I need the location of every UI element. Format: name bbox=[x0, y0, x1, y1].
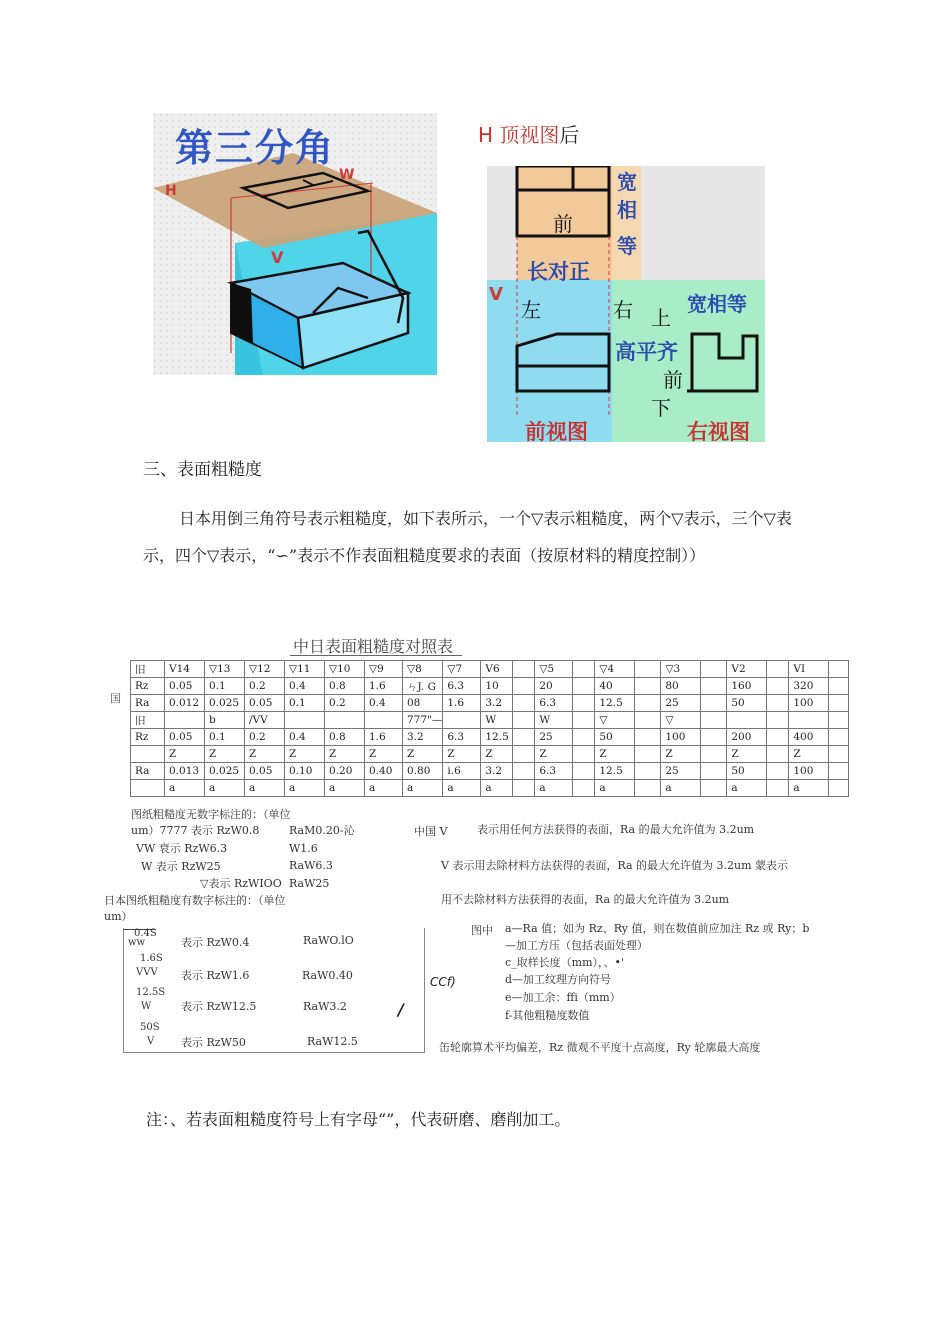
table-cell: 1.6 bbox=[443, 695, 481, 712]
table-cell: 6.3 bbox=[535, 695, 573, 712]
table-cell: a bbox=[789, 780, 829, 797]
label-xiang: 相 bbox=[617, 198, 637, 222]
table-cell: W bbox=[481, 712, 513, 729]
table-cell: Z bbox=[661, 746, 701, 763]
table-row bbox=[131, 780, 849, 797]
box-sym2-2: W bbox=[141, 1001, 152, 1012]
table-cell bbox=[829, 729, 849, 746]
table-row bbox=[131, 763, 849, 780]
table-cell: Z bbox=[365, 746, 403, 763]
table-cell: a bbox=[535, 780, 573, 797]
table-cell: V14 bbox=[165, 661, 205, 678]
table-cell: Z bbox=[789, 746, 829, 763]
table-cell bbox=[767, 661, 789, 678]
table-cell bbox=[573, 780, 595, 797]
table-cell bbox=[727, 712, 767, 729]
box-ra-3: RaW12.5 bbox=[307, 1035, 358, 1048]
table-cell: V6 bbox=[481, 661, 513, 678]
table-cell: 08 bbox=[403, 695, 443, 712]
no-number-title: 图纸粗糙度无数字标注的：（单位 bbox=[131, 808, 291, 821]
table-cell: 0.05 bbox=[165, 678, 205, 695]
table-cell: a bbox=[245, 780, 285, 797]
china-v-label: 中国 V bbox=[414, 825, 448, 838]
table-cell bbox=[701, 780, 727, 797]
table-cell bbox=[635, 695, 661, 712]
table-cell bbox=[365, 712, 403, 729]
table-cell: ▽12 bbox=[245, 661, 285, 678]
ra-col-3: RaW6.3 bbox=[289, 859, 333, 872]
section-heading: 三、表面粗糙度 bbox=[143, 460, 262, 480]
table-cell: 0.05 bbox=[165, 729, 205, 746]
table-cell: 0.013 bbox=[165, 763, 205, 780]
table-cell bbox=[701, 729, 727, 746]
table-cell bbox=[513, 661, 535, 678]
table-cell bbox=[635, 712, 661, 729]
table-cell: Z bbox=[403, 746, 443, 763]
table-cell: ▽ bbox=[595, 712, 635, 729]
table-cell bbox=[767, 746, 789, 763]
view-arrangement-figure bbox=[487, 166, 765, 442]
table-cell bbox=[131, 780, 165, 797]
table-cell: 200 bbox=[727, 729, 767, 746]
label-right-view: 右视图 bbox=[687, 420, 750, 442]
no-number-unit: um）7777 表示 RzW0.8 bbox=[131, 824, 260, 837]
table-cell bbox=[131, 746, 165, 763]
table-cell bbox=[701, 678, 727, 695]
table-cell: 80 bbox=[661, 678, 701, 695]
table-cell bbox=[635, 763, 661, 780]
table-cell bbox=[829, 661, 849, 678]
table-cell: 100 bbox=[789, 763, 829, 780]
label-kuan-xiang-deng: 宽相等 bbox=[687, 292, 747, 316]
table-row bbox=[131, 729, 849, 746]
label-h: H bbox=[165, 183, 177, 199]
table-cell: 0.4 bbox=[285, 729, 325, 746]
table-cell bbox=[701, 712, 727, 729]
table-cell bbox=[573, 678, 595, 695]
table-cell bbox=[573, 746, 595, 763]
label-v: V bbox=[489, 284, 503, 305]
table-cell: ▽8 bbox=[403, 661, 443, 678]
table-cell bbox=[701, 746, 727, 763]
legend-prefix: 图中 bbox=[471, 924, 493, 937]
label-qian-right: 前 bbox=[663, 368, 683, 392]
table-cell bbox=[635, 678, 661, 695]
label-deng: 等 bbox=[617, 234, 637, 258]
legend-line-6: f-其他粗糙度数值 bbox=[505, 1009, 590, 1022]
table-cell bbox=[165, 712, 205, 729]
table-cell: ▽7 bbox=[443, 661, 481, 678]
table-cell: ▽5 bbox=[535, 661, 573, 678]
table-cell bbox=[701, 695, 727, 712]
table-cell: a bbox=[595, 780, 635, 797]
table-cell: ▽10 bbox=[325, 661, 365, 678]
table-cell: 25 bbox=[661, 695, 701, 712]
table-cell bbox=[325, 712, 365, 729]
table-cell: 0.025 bbox=[205, 695, 245, 712]
table-cell: 0.20 bbox=[325, 763, 365, 780]
table-cell: 160 bbox=[727, 678, 767, 695]
legend-line-1: a—Ra 值；如为 Rz、Ry 值，则在数值前应加注 Rz 或 Ry；b bbox=[505, 922, 810, 935]
table-row bbox=[131, 695, 849, 712]
table-cell bbox=[573, 712, 595, 729]
label-xia: 下 bbox=[651, 396, 671, 420]
table-cell: b bbox=[205, 712, 245, 729]
table-cell: 6.3 bbox=[443, 729, 481, 746]
table-cell bbox=[767, 763, 789, 780]
table-cell: 旧 bbox=[131, 661, 165, 678]
table-cell: 0.8 bbox=[325, 678, 365, 695]
table-cell bbox=[829, 678, 849, 695]
figure-banner: 第三分角 bbox=[175, 126, 336, 170]
table-cell: a bbox=[205, 780, 245, 797]
table-cell: 0.10 bbox=[285, 763, 325, 780]
third-angle-projection-figure bbox=[153, 113, 437, 375]
table-cell: 0.1 bbox=[205, 729, 245, 746]
table-cell: 0.2 bbox=[245, 729, 285, 746]
footer-note: 注：、若表面粗糙度符号上有字母“”，代表研磨、磨削加工。 bbox=[146, 1110, 571, 1129]
table-cell bbox=[789, 712, 829, 729]
table-cell: 400 bbox=[789, 729, 829, 746]
table-cell: 0.1 bbox=[205, 678, 245, 695]
table-cell: a bbox=[325, 780, 365, 797]
table-cell: 12.5 bbox=[595, 763, 635, 780]
box-ra-1: RaW0.40 bbox=[302, 969, 353, 982]
table-cell bbox=[513, 780, 535, 797]
box-ra-0: RaWO.lO bbox=[303, 934, 354, 947]
table-cell bbox=[573, 729, 595, 746]
section-paragraph bbox=[143, 500, 803, 574]
label-gao-ping-qi: 高平齐 bbox=[615, 340, 678, 364]
table-cell bbox=[767, 780, 789, 797]
box-sym1-2: 12.5S bbox=[136, 987, 166, 998]
no-number-w: W 表示 RzW25 bbox=[141, 860, 221, 873]
table-row bbox=[131, 678, 849, 695]
table-cell bbox=[829, 763, 849, 780]
table-cell: a bbox=[403, 780, 443, 797]
box-sym2-0: ww bbox=[128, 937, 146, 948]
box-rz-2: 表示 RzW12.5 bbox=[181, 1000, 257, 1013]
table-cell: ▽ bbox=[661, 712, 701, 729]
table-cell: Ra bbox=[131, 695, 165, 712]
table-cell: 10 bbox=[481, 678, 513, 695]
with-number-title: 日本图纸粗糙度有数字标注的：（单位 bbox=[104, 894, 286, 907]
box-sym1-0: 0.4S bbox=[134, 928, 157, 939]
table-cell: ㄣJ. G bbox=[403, 678, 443, 695]
table-cell: 25 bbox=[535, 729, 573, 746]
table-cell: 0.2 bbox=[325, 695, 365, 712]
table-cell bbox=[635, 746, 661, 763]
table-cell bbox=[573, 661, 595, 678]
ra-col-4: RaW25 bbox=[289, 877, 330, 890]
table-cell: Z bbox=[325, 746, 365, 763]
table-cell bbox=[635, 661, 661, 678]
table-cell bbox=[573, 695, 595, 712]
table-cell: a bbox=[285, 780, 325, 797]
table-cell: 0.012 bbox=[165, 695, 205, 712]
table-row bbox=[131, 661, 849, 678]
table-cell: 12.5 bbox=[481, 729, 513, 746]
table-cell: 0.025 bbox=[205, 763, 245, 780]
table-cell: 1.6 bbox=[365, 729, 403, 746]
table-cell: 50 bbox=[595, 729, 635, 746]
table-cell: 0.40 bbox=[365, 763, 403, 780]
table-row bbox=[131, 712, 849, 729]
table-cell: Z bbox=[245, 746, 285, 763]
table-cell: W bbox=[535, 712, 573, 729]
table-cell bbox=[829, 695, 849, 712]
table-cell: Z bbox=[595, 746, 635, 763]
japan-symbol-box bbox=[123, 928, 425, 1053]
legend-line-4: d—加工纹理方向符号 bbox=[505, 973, 612, 986]
ra-col-1: RaM0.20-沁 bbox=[289, 824, 355, 837]
table-cell: /VV bbox=[245, 712, 285, 729]
table-cell: 0.8 bbox=[325, 729, 365, 746]
table-cell: 3.2 bbox=[481, 695, 513, 712]
label-zuo: 左 bbox=[521, 298, 541, 322]
roughness-comparison-table bbox=[130, 660, 849, 797]
table-cell: Z bbox=[481, 746, 513, 763]
table-cell: Rz bbox=[131, 678, 165, 695]
china-desc-3: 用不去除材料方法获得的表面，Ra 的最大允许值为 3.2um bbox=[441, 893, 730, 906]
box-sym2-1: VVV bbox=[136, 967, 158, 978]
table-cell bbox=[767, 729, 789, 746]
table-cell: a bbox=[365, 780, 403, 797]
china-desc-2: V 表示用去除材料方法获得的表面，Ra 的最大允许值为 3.2um 蒙表示 bbox=[441, 859, 789, 872]
label-you: 右 bbox=[613, 298, 633, 322]
table-cell: 0.80 bbox=[403, 763, 443, 780]
table-cell bbox=[513, 763, 535, 780]
table-cell: 12.5 bbox=[595, 695, 635, 712]
table-cell: 旧 bbox=[131, 712, 165, 729]
label-w: W bbox=[339, 167, 355, 183]
box-rz-0: 表示 RzW0.4 bbox=[181, 936, 250, 949]
table-cell: i.6 bbox=[443, 763, 481, 780]
table-cell: 20 bbox=[535, 678, 573, 695]
table-cell: Z bbox=[535, 746, 573, 763]
table-cell bbox=[513, 712, 535, 729]
table-cell: 0.2 bbox=[245, 678, 285, 695]
table-cell bbox=[701, 763, 727, 780]
table-cell: 100 bbox=[789, 695, 829, 712]
figure2-title-suffix: 后 bbox=[559, 123, 580, 147]
table-cell bbox=[767, 712, 789, 729]
bottom-definition-line: 缶轮廓算术平均偏差，Rz 微观不平度十点高度，Ry 轮廓最大高度 bbox=[439, 1041, 761, 1054]
table-cell: 40 bbox=[595, 678, 635, 695]
table-cell: 0.05 bbox=[245, 763, 285, 780]
table-cell: a bbox=[481, 780, 513, 797]
ra-col-2: W1.6 bbox=[289, 842, 318, 855]
table-cell: ▽3 bbox=[661, 661, 701, 678]
box-ra-2: RaW3.2 bbox=[303, 1000, 347, 1013]
legend-line-5: e—加工余：ffi（mm） bbox=[505, 991, 621, 1004]
table-cell bbox=[829, 780, 849, 797]
table-row bbox=[131, 746, 849, 763]
table-cell bbox=[635, 780, 661, 797]
with-number-unit: um） bbox=[104, 910, 133, 923]
table-cell: 3.2 bbox=[481, 763, 513, 780]
table-cell: 0.05 bbox=[245, 695, 285, 712]
box-sym1-3: 50S bbox=[140, 1022, 160, 1033]
table-cell: Z bbox=[443, 746, 481, 763]
box-sym2-3: V bbox=[147, 1036, 155, 1047]
section-paragraph-text: 日本用倒三角符号表示粗糙度，如下表所示，一个▽表示粗糙度，两个▽表示，三个▽表示，四个▽表示，“∽”表示不作表面粗糙度要求的表面（按原材料的精度控制）） bbox=[143, 509, 792, 565]
table-cell: a bbox=[443, 780, 481, 797]
label-v: V bbox=[271, 248, 284, 267]
table-cell: Rz bbox=[131, 729, 165, 746]
table-cell: 777"— bbox=[403, 712, 443, 729]
table-cell bbox=[573, 763, 595, 780]
table-cell bbox=[513, 695, 535, 712]
table-cell: 50 bbox=[727, 763, 767, 780]
figure2-title bbox=[478, 119, 579, 148]
table-cell bbox=[285, 712, 325, 729]
no-number-v: ▽表示 RzWIOO bbox=[200, 877, 282, 890]
table-cell bbox=[513, 678, 535, 695]
table-cell: 320 bbox=[789, 678, 829, 695]
table-cell: 25 bbox=[661, 763, 701, 780]
label-kuan: 宽 bbox=[617, 170, 637, 194]
table-cell: a bbox=[165, 780, 205, 797]
table-cell: ▽9 bbox=[365, 661, 403, 678]
table-cell bbox=[443, 712, 481, 729]
table-cell: ▽4 bbox=[595, 661, 635, 678]
table-cell: 0.4 bbox=[365, 695, 403, 712]
table-side-label: 国 bbox=[110, 692, 121, 705]
table-title: 中日表面粗糙度对照表 bbox=[293, 637, 454, 656]
table-cell: Z bbox=[727, 746, 767, 763]
label-shang: 上 bbox=[651, 306, 671, 330]
table-cell: 6.3 bbox=[535, 763, 573, 780]
table-cell: 50 bbox=[727, 695, 767, 712]
table-cell bbox=[829, 712, 849, 729]
table-cell: Ra bbox=[131, 763, 165, 780]
table-body bbox=[131, 661, 849, 797]
legend-line-3: c_取样长度（mm），、•' bbox=[505, 956, 625, 969]
table-cell: VI bbox=[789, 661, 829, 678]
table-cell: Z bbox=[205, 746, 245, 763]
table-cell: a bbox=[727, 780, 767, 797]
table-cell: ▽13 bbox=[205, 661, 245, 678]
table-cell: Z bbox=[165, 746, 205, 763]
table-cell bbox=[767, 678, 789, 695]
table-cell: Z bbox=[285, 746, 325, 763]
ccf-label: CCf) bbox=[430, 975, 456, 989]
table-cell bbox=[701, 661, 727, 678]
box-rz-3: 表示 RzW50 bbox=[181, 1036, 246, 1049]
table-cell bbox=[513, 746, 535, 763]
label-front-view: 前视图 bbox=[525, 420, 588, 442]
label-chang-dui-zheng: 长对正 bbox=[527, 260, 590, 284]
table-cell: 0.4 bbox=[285, 678, 325, 695]
table-cell: 100 bbox=[661, 729, 701, 746]
legend-line-2: —加工方压（包括表面处理） bbox=[505, 939, 648, 952]
table-cell: 0.1 bbox=[285, 695, 325, 712]
table-cell bbox=[635, 729, 661, 746]
label-qian-top: 前 bbox=[553, 212, 573, 236]
box-rz-1: 表示 RzW1.6 bbox=[181, 969, 250, 982]
table-cell: ▽11 bbox=[285, 661, 325, 678]
slash-mark: / bbox=[398, 1000, 404, 1019]
table-title-underline bbox=[290, 655, 462, 656]
no-number-vw: VW 衰示 RzW6.3 bbox=[136, 842, 228, 855]
table-cell: V2 bbox=[727, 661, 767, 678]
china-desc-1: 表示用任何方法获得的表面，Ra 的最大允许值为 3.2um bbox=[477, 823, 755, 836]
table-cell bbox=[767, 695, 789, 712]
table-cell bbox=[513, 729, 535, 746]
table-cell: a bbox=[661, 780, 701, 797]
table-cell: 3.2 bbox=[403, 729, 443, 746]
table-cell bbox=[829, 746, 849, 763]
figure2-title-prefix: H 顶视图 bbox=[478, 123, 560, 147]
table-cell: 1.6 bbox=[365, 678, 403, 695]
table-cell: 6.3 bbox=[443, 678, 481, 695]
box-sym1-1: 1.6S bbox=[140, 953, 163, 964]
